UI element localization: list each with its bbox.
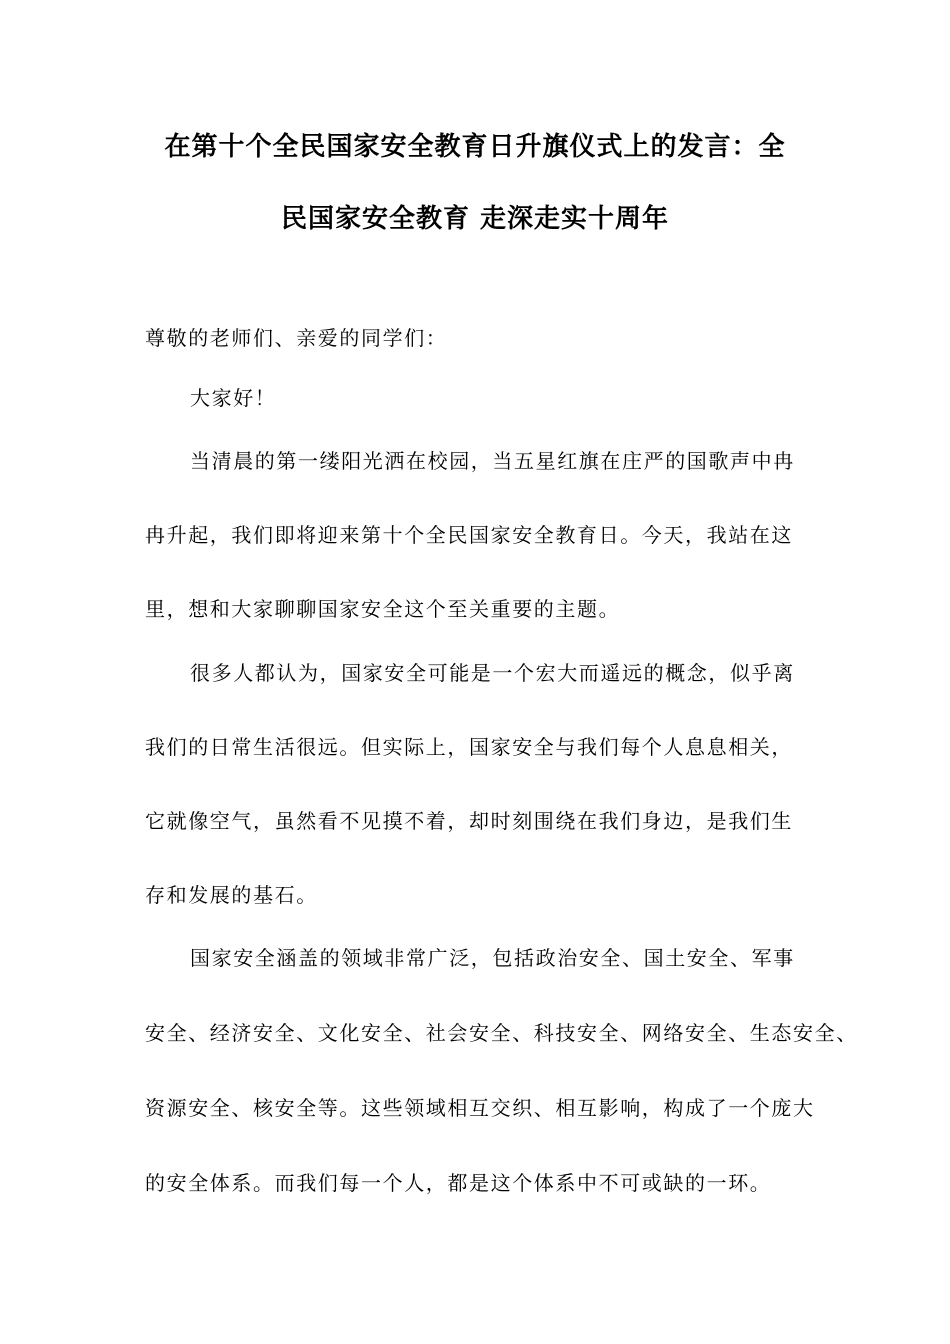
paragraph-line: 很多人都认为，国家安全可能是一个宏大而遥远的概念，似乎离	[190, 661, 795, 685]
paragraph-line: 资源安全、核安全等。这些领域相互交织、相互影响，构成了一个庞大	[145, 1096, 815, 1120]
title-line-1: 在第十个全民国家安全教育日升旗仪式上的发言：全	[164, 132, 786, 162]
paragraph-line: 我们的日常生活很远。但实际上，国家安全与我们每个人息息相关，	[145, 735, 793, 759]
paragraph-line: 安全、经济安全、文化安全、社会安全、科技安全、网络安全、生态安全、	[145, 1021, 858, 1045]
paragraph-line: 的安全体系。而我们每一个人，都是这个体系中不可或缺的一环。	[145, 1171, 772, 1195]
greeting: 尊敬的老师们、亲爱的同学们：	[145, 326, 448, 350]
title-line-2: 民国家安全教育 走深走实十周年	[280, 204, 670, 234]
paragraph-line: 当清晨的第一缕阳光洒在校园，当五星红旗在庄严的国歌声中冉	[190, 449, 795, 473]
paragraph-line: 存和发展的基石。	[145, 883, 318, 907]
hello-line: 大家好！	[190, 386, 277, 410]
paragraph-line: 冉升起，我们即将迎来第十个全民国家安全教育日。今天，我站在这	[145, 523, 793, 547]
paragraph-line: 国家安全涵盖的领域非常广泛，包括政治安全、国土安全、军事	[190, 946, 795, 970]
paragraph-line: 里，想和大家聊聊国家安全这个至关重要的主题。	[145, 597, 621, 621]
paragraph-line: 它就像空气，虽然看不见摸不着，却时刻围绕在我们身边，是我们生	[145, 809, 793, 833]
